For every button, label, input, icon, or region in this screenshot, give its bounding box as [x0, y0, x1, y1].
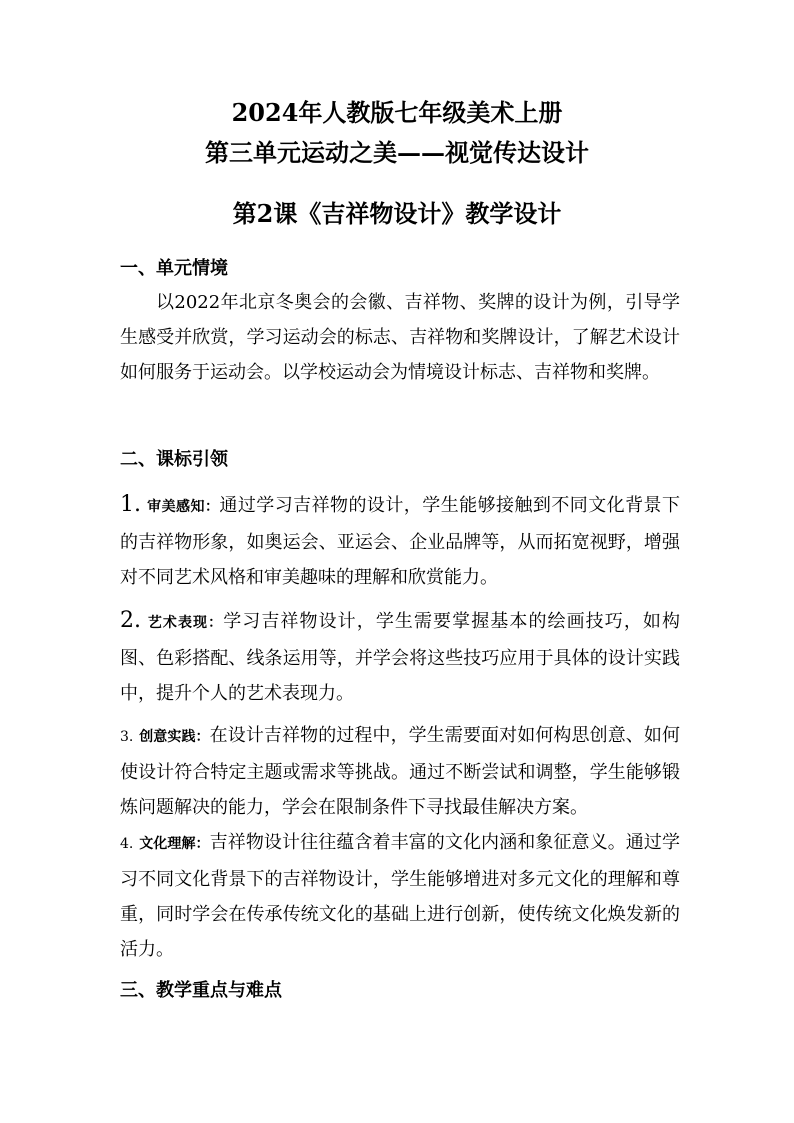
item-number: 3.	[120, 729, 134, 745]
item-text: 在设计吉祥物的过程中，学生需要面对如何构思创意、如何使设计符合特定主题或需求等挑战。通过不断尝试和调整，学生能够锻炼问题解决的能力，学会在限制条件下寻找最佳解决方案。	[120, 725, 680, 818]
standards-item-creative-practice	[120, 718, 680, 825]
standards-item-artistic-expression	[120, 603, 680, 711]
standards-item-aesthetic-perception	[120, 487, 680, 595]
section-heading-curriculum-standards: 二、课标引领	[120, 449, 228, 470]
item-lead: 艺术表现：	[147, 615, 224, 631]
unit-context-paragraph: 以2022年北京冬奥会的会徽、吉祥物、奖牌的设计为例，引导学生感受并欣赏，学习运动会的标志、吉祥物和奖牌设计，了解艺术设计如何服务于运动会。以学校运动会为情境设计标志、吉祥物和奖牌。	[120, 292, 680, 383]
item-lead: 文化理解：	[139, 836, 210, 852]
item-text: 通过学习吉祥物的设计，学生能够接触到不同文化背景下的吉祥物形象，如奥运会、亚运会、企业品牌等，从而拓宽视野，增强对不同艺术风格和审美趣味的理解和欣赏能力。	[120, 495, 681, 588]
section-heading-key-points: 三、教学重点与难点	[120, 980, 282, 1001]
item-lead: 审美感知：	[147, 499, 220, 515]
item-text: 学习吉祥物设计，学生需要掌握基本的绘画技巧，如构图、色彩搭配、线条运用等，并学会将这些技巧应用于具体的设计实践中，提升个人的艺术表现力。	[120, 611, 680, 704]
document-title-line-2: 第三单元运动之美——视觉传达设计	[205, 138, 589, 167]
lesson-title: 第2课《吉祥物设计》教学设计	[232, 199, 562, 228]
item-number: 2.	[120, 608, 141, 633]
item-number: 1.	[120, 492, 141, 517]
item-number: 4.	[120, 836, 134, 852]
standards-item-cultural-understanding	[120, 825, 680, 967]
section-heading-unit-context: 一、单元情境	[120, 258, 228, 279]
document-title-line-1: 2024年人教版七年级美术上册	[231, 98, 563, 127]
item-lead: 创意实践：	[139, 729, 210, 745]
item-text: 吉祥物设计往往蕴含着丰富的文化内涵和象征意义。通过学习不同文化背景下的吉祥物设计，学生能够增进对多元文化的理解和尊重，同时学会在传承传统文化的基础上进行创新，使传统文化焕发新的活力。	[120, 832, 680, 960]
